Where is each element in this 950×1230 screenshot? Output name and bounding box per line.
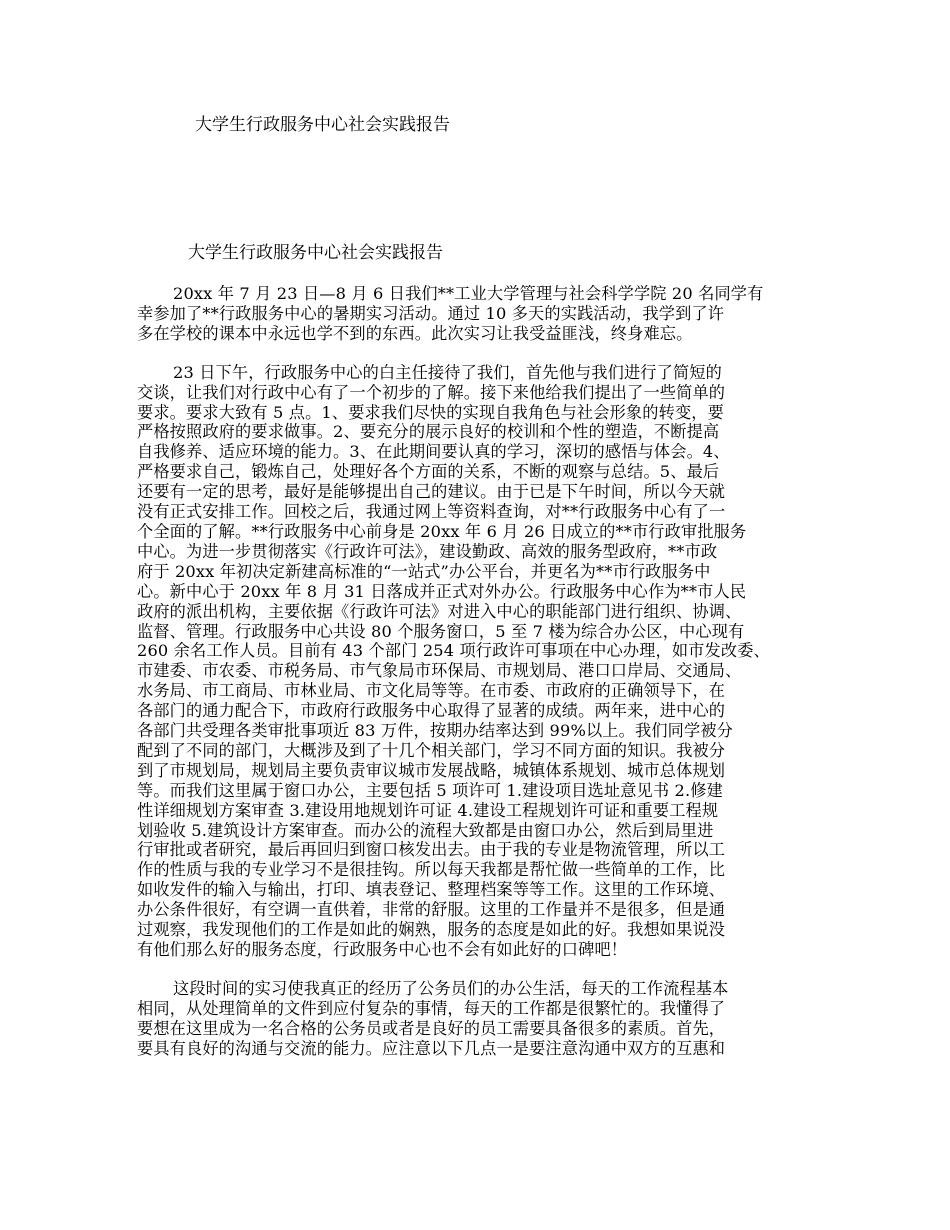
paragraph-line: 严格按照政府的要求做事。2、要充分的展示良好的校训和个性的塑造，不断提高 [137,422,720,442]
paragraph-line: 要具有良好的沟通与交流的能力。应注意以下几点一是要注意沟通中双方的互惠和 [137,1038,726,1058]
paragraph-line: 没有正式安排工作。回校之后，我通过网上等资料查询，对**行政服务中心有了一 [137,502,726,522]
paragraph-line: 过观察，我发现他们的工作是如此的娴熟，服务的态度是如此的好。我想如果说没 [137,920,726,940]
paragraph-line: 到了市规划局，规划局主要负责审议城市发展战略，城镇体系规划、城市总体规划 [137,760,726,780]
paragraph-line: 各部门共受理各类审批事项近 83 万件，按期办结率达到 99%以上。我们同学被分 [137,721,734,741]
paragraph-line: 交谈，让我们对行政中心有了一个初步的了解。接下来他给我们提出了一些简单的 [137,382,726,402]
paragraph-line: 行审批或者研究，最后再回归到窗口核发出去。由于我的专业是物流管理，所以工 [137,840,726,860]
document-body [137,284,827,1078]
paragraph-line: 划验收 5.建筑设计方案审查。而办公的流程大致都是由窗口办公，然后到局里进 [137,820,714,840]
paragraph-line: 如收发件的输入与输出，打印、填表登记、整理档案等等工作。这里的工作环境、 [137,880,726,900]
paragraph-line: 府于 20xx 年初决定新建高标准的“一站式”办公平台，并更名为**市行政服务中 [137,561,711,581]
document-subtitle: 大学生行政服务中心社会实践报告 [188,243,443,263]
paragraph-line: 还要有一定的思考，最好是能够提出自己的建议。由于已是下午时间，所以今天就 [137,482,726,502]
paragraph-line: 等。而我们这里属于窗口办公，主要包括 5 项许可 1.建设项目选址意见书 2.修建 [137,780,723,800]
paragraph-line: 个全面的了解。**行政服务中心前身是 20xx 年 6 月 26 日成立的**市行政审批服务 [137,521,747,541]
paragraph-line: 要求。要求大致有 5 点。1、要求我们尽快的实现自我角色与社会形象的转变，要 [137,402,724,422]
paragraph-line: 23 日下午，行政服务中心的白主任接待了我们，首先他与我们进行了简短的 [173,362,722,382]
paragraph-line: 中心。为进一步贯彻落实《行政许可法》，建设勤政、高效的服务型政府，**市政 [137,541,718,561]
paragraph-line: 有他们那么好的服务态度，行政服务中心也不会有如此好的口碑吧！ [137,940,628,959]
paragraph-line: 政府的派出机构，主要依据《行政许可法》对进入中心的职能部门进行组织、协调、 [137,601,742,621]
paragraph-line: 性详细规划方案审查 3.建设用地规划许可证 4.建设工程规划许可证和重要工程规 [137,800,719,820]
paragraph-line: 自我修养、适应环境的能力。3、在此期间要认真的学习，深切的感悟与体会。4、 [137,442,730,462]
paragraph-line: 办公条件很好，有空调一直供着，非常的舒服。这里的工作量并不是很多，但是通 [137,900,726,920]
paragraph-line: 要想在这里成为一名合格的公务员或者是良好的员工需要具备很多的素质。首先， [137,1018,726,1038]
paragraph-line: 多在学校的课本中永远也学不到的东西。此次实习让我受益匪浅，终身难忘。 [137,323,693,343]
paragraph-line: 市建委、市农委、市税务局、市气象局市环保局、市规划局、港口口岸局、交通局、 [137,661,742,681]
paragraph-line: 监督、管理。行政服务中心共设 80 个服务窗口，5 至 7 楼为综合办公区，中心现有 [137,621,745,641]
paragraph [137,363,827,960]
paragraph [137,284,827,344]
paragraph-line: 严格要求自己，锻炼自己，处理好各个方面的关系，不断的观察与总结。5、最后 [137,462,720,482]
paragraph-line: 这段时间的实习使我真正的经历了公务员们的办公生活，每天的工作流程基本 [173,978,729,998]
paragraph-line: 水务局、市工商局、市林业局、市文化局等等。在市委、市政府的正确领导下，在 [137,681,726,701]
paragraph-line: 配到了不同的部门，大概涉及到了十几个相关部门，学习不同方面的知识。我被分 [137,740,726,760]
paragraph-line: 20xx 年 7 月 23 日—8 月 6 日我们**工业大学管理与社会科学学院 20 名同学有 [173,284,764,303]
paragraph-line: 幸参加了**行政服务中心的暑期实习活动。通过 10 多天的实践活动，我学到了许 [137,303,725,323]
paragraph-line: 260 余名工作人员。目前有 43 个部门 254 项行政许可事项在中心办理，如市发改委、 [137,641,770,661]
paragraph-line: 作的性质与我的专业学习不是很挂钩。所以每天我都是帮忙做一些简单的工作，比 [137,860,726,880]
paragraph-line: 相同，从处理简单的文件到应付复杂的事情，每天的工作都是很繁忙的。我懂得了 [137,998,726,1018]
document-title: 大学生行政服务中心社会实践报告 [195,115,450,135]
paragraph-line: 各部门的通力配合下，市政府行政服务中心取得了显著的成绩。两年来，进中心的 [137,701,726,721]
paragraph [137,979,827,1059]
paragraph-line: 心。新中心于 20xx 年 8 月 31 日落成并正式对外办公。行政服务中心作为**市人民 [137,581,747,601]
